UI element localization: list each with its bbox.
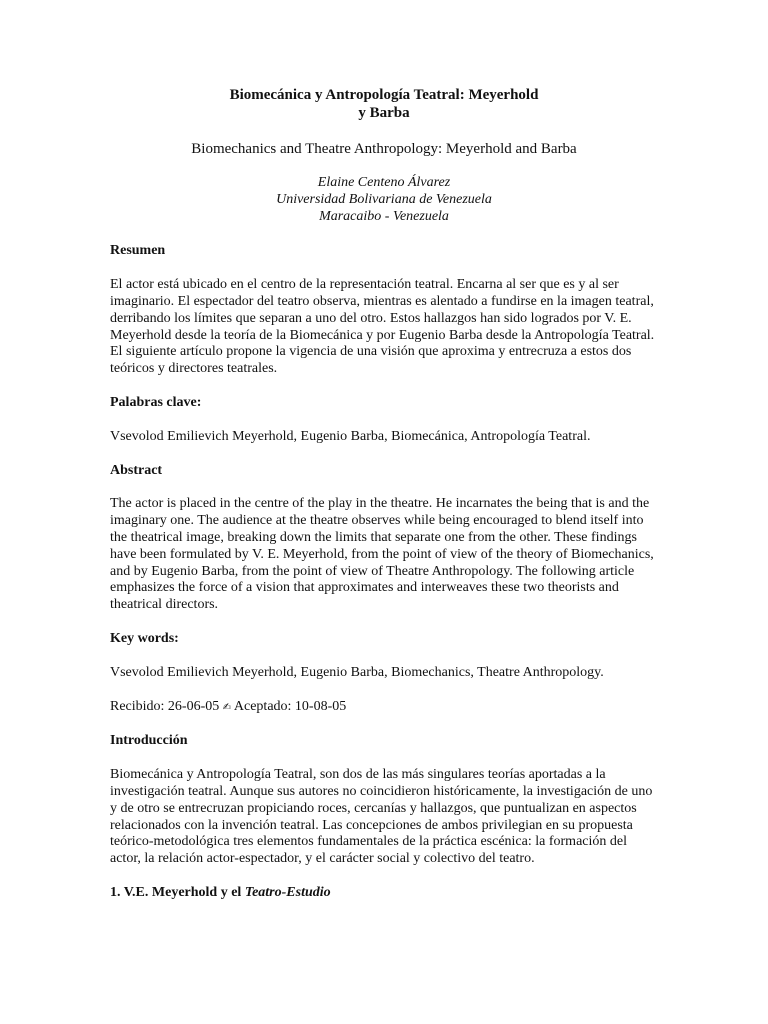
resumen-paragraph: El actor está ubicado en el centro de la representación teatral. Encarna al ser que es y al ser imaginario. El espectador del teatro observa, mientras es alentado a fundirse en la imagen teatral, derribando los límites que separan a uno del otro. Estos hallazgos han sido logrados por V. E. Meyerhold desde la teoría de la Biomecánica y por Eugenio Barba desde la Antropología Teatral. El siguiente artículo propone la vigencia de una visión que aproxima y entrecruza a estos dos teóricos y directores teatrales. (110, 277, 655, 377)
key-words-paragraph: Vsevolod Emilievich Meyerhold, Eugenio Barba, Biomechanics, Theatre Anthropology. (110, 664, 604, 680)
title-line-1: Biomecánica y Antropología Teatral: Meyerhold (229, 87, 539, 103)
article-subtitle-english: Biomechanics and Theatre Anthropology: Meyerhold and Barba (191, 141, 577, 157)
key-words-heading: Key words: (110, 630, 179, 646)
abstract-heading: Abstract (110, 462, 163, 478)
section-1-prefix: 1. V.E. Meyerhold y el (110, 884, 245, 900)
writing-hand-icon: ✍ (222, 701, 232, 713)
author-name: Elaine Centeno Álvarez (317, 175, 451, 190)
accepted-date: Aceptado: 10-08-05 (233, 698, 347, 714)
introduccion-paragraph: Biomecánica y Antropología Teatral, son dos de las más singulares teorías aportadas a la investigación teatral. Aunque sus autores no coincidieron históricamente, la investigación de uno y de otro se entrecruzan propiciando roces, cercanías y hallazgos, que puntualizan en aspectos relacionados con la invención teatral. Las concepciones de ambos privilegian en su propuesta teórico-metodológica tres elementos fundamentales de la práctica escénica: la formación del actor, la relación actor-espectador, y el carácter social y colectivo del teatro. (110, 767, 653, 867)
section-1-italic-term: Teatro-Estudio (244, 884, 331, 900)
article-page (110, 86, 658, 902)
section-1-heading (110, 885, 658, 902)
author-location: Maracaibo - Venezuela (319, 208, 449, 224)
received-date: Recibido: 26-06-05 (110, 698, 220, 714)
author-institution: Universidad Bolivariana de Venezuela (276, 191, 492, 207)
introduccion-heading: Introducción (110, 733, 188, 749)
palabras-clave-paragraph: Vsevolod Emilievich Meyerhold, Eugenio Barba, Biomecánica, Antropología Teatral. (110, 428, 591, 444)
resumen-heading: Resumen (110, 243, 166, 259)
palabras-clave-heading: Palabras clave: (110, 394, 202, 410)
title-line-2: y Barba (358, 105, 410, 121)
author-block (110, 175, 658, 225)
dates-line (110, 699, 658, 717)
abstract-paragraph: The actor is placed in the centre of the play in the theatre. He incarnates the being that is and the imaginary one. The audience at the theatre observes while being encouraged to blend itself into the theatrical image, breaking down the limits that separate one from the other. These findings have been formulated by V. E. Meyerhold, from the point of view of the theory of Biomechanics, and by Eugenio Barba, from the point of view of Theatre Anthropology. The following article emphasizes the force of a vision that approximates and interweaves these two theorists and theatrical directors. (110, 496, 654, 613)
article-title (110, 86, 658, 122)
